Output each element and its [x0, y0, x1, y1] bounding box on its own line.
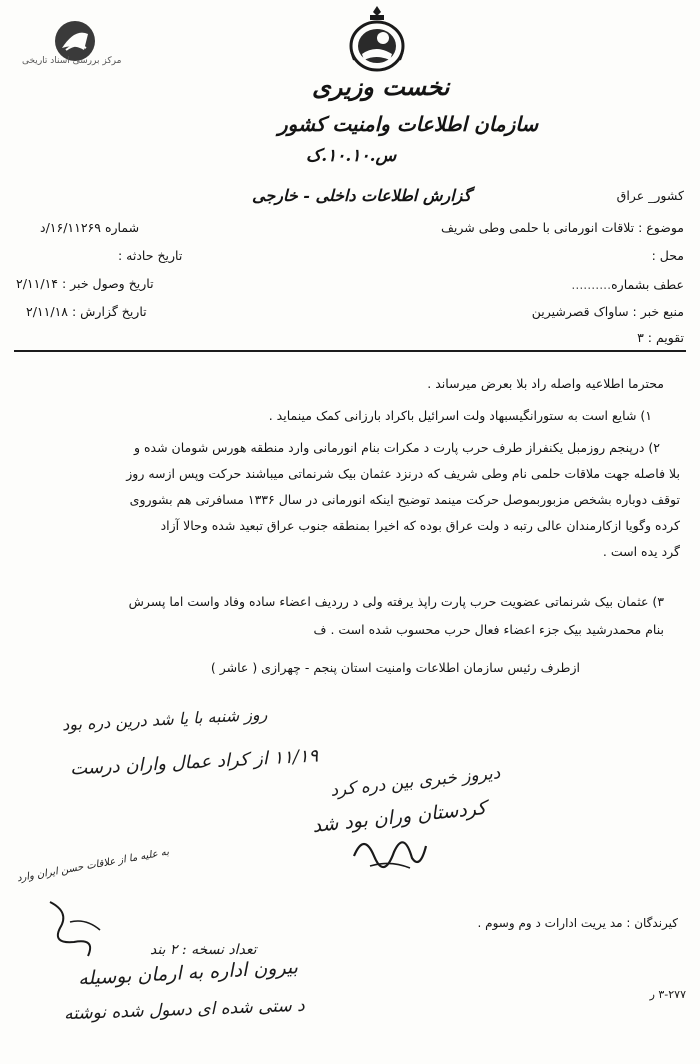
form-code: ۳-۲۷۷ ر: [649, 988, 686, 1001]
dotted-line: ..........: [571, 277, 612, 292]
signature-scribble-icon: [350, 826, 430, 874]
header-divider: [14, 350, 686, 352]
paragraph-2-line-2: بلا فاصله جهت ملاقات حلمی نام وطی شریف که درنزد عثمان بیک شرنماتی میباشند حرکت وپس ازسه روز: [126, 466, 680, 481]
closing-signature-line: ازطرف رئیس سازمان اطلاعات وامنیت استان پنجم - چهرازی ( عاشر ): [210, 660, 580, 675]
paragraph-2-line-4: کرده وگویا ازکارمندان عالی رتبه د ولت عراق بوده که اخیرا بمنطقه جنوب عراق تبعید شده وحالا آزاد: [160, 518, 680, 533]
organization-title: سازمان اطلاعات وامنیت کشور: [278, 112, 539, 136]
place-field: محل :: [651, 248, 684, 263]
lion-and-sun-emblem-icon: [346, 4, 408, 72]
margin-signature-icon: [40, 892, 110, 962]
handwritten-bottom-2: د ستی شده ای دسول شده نوشته: [63, 995, 305, 1025]
evaluation-field: تقویم : ۳: [637, 330, 684, 345]
paragraph-3-line-2: بنام محمدرشید بیک جزء اعضاء فعال حرب محسوب شده است . ف: [313, 622, 664, 637]
paragraph-2-line-3: توقف دوباره بشخص مزبوربموصل حرکت مینمد توضیح اینکه انورمانی در سال ۱۳۳۶ مسافرتی هم بشوروی: [129, 492, 680, 507]
ministry-title: نخست وزیری: [312, 72, 450, 101]
paragraph-1: ۱) شایع است به ستورانگیسبهاد ولت اسرائیل باکراد بارزانی کمک مینماید .: [268, 408, 652, 423]
handwritten-note-top-1: روز شنبه با یا شد درین دره بود: [61, 704, 268, 735]
handwritten-note-mid-2: کردستان وران بود شد: [311, 796, 488, 838]
source-field: منبع خبر : ساواک قصرشیرین: [531, 304, 684, 319]
watermark-text: مرکز بررسی اسناد تاریخی: [22, 56, 122, 66]
report-title: گزارش اطلاعات داخلی - خارجی: [252, 186, 472, 205]
handwritten-note-mid-1: دیروز خبری بین دره کرد: [329, 763, 502, 801]
event-date: تاریخ حادثه :: [118, 248, 183, 263]
paragraph-2-line-1: ۲) درپنجم روزمبل یکنفراز طرف حرب پارت د مکرات بنام انورمانی وارد منطقه هورس شومان شده و: [133, 440, 660, 455]
reference-code: س.۱۰.۱۰.ک: [306, 146, 397, 166]
reference-number-label: عطف بشماره: [611, 277, 684, 292]
report-date: تاریخ گزارش : ۲/۱۱/۱۸: [26, 304, 147, 319]
received-date: تاریخ وصول خبر : ۲/۱۱/۱۴: [16, 276, 154, 291]
country-field: کشور_ عراق: [616, 188, 684, 203]
subject-field: موضوع : تلاقات انورمانی با حلمی وطی شریف: [440, 220, 684, 235]
margin-note: به علیه ما از علاقات حسن ایران وارد: [16, 846, 170, 885]
handwritten-note-top-2: ۱۱/۱۹ از کراد عمال واران درست: [69, 745, 319, 780]
paragraph-3-line-1: ۳) عثمان بیک شرنماتی عضویت حرب پارت راپذ یرفته ولی د رردیف اعضاء ساده وفاد واست اما پسرش: [128, 594, 664, 609]
recipients-line: کیرندگان : مد یریت ادارات د وم وسوم .: [477, 916, 678, 930]
handwritten-bottom-1: بیرون اداره به ارمان بوسیله: [77, 956, 299, 990]
reference-number-field: [571, 277, 684, 292]
paragraph-2-line-5: گرد یده است .: [602, 544, 680, 559]
copies-count: تعداد نسخه : ۲ بند: [150, 942, 257, 958]
body-opening: محترما اطلاعیه واصله راد بلا بعرض میرساند .: [427, 376, 664, 391]
document-number: شماره ۱۶/۱۱۲۶۹/د: [40, 220, 140, 235]
